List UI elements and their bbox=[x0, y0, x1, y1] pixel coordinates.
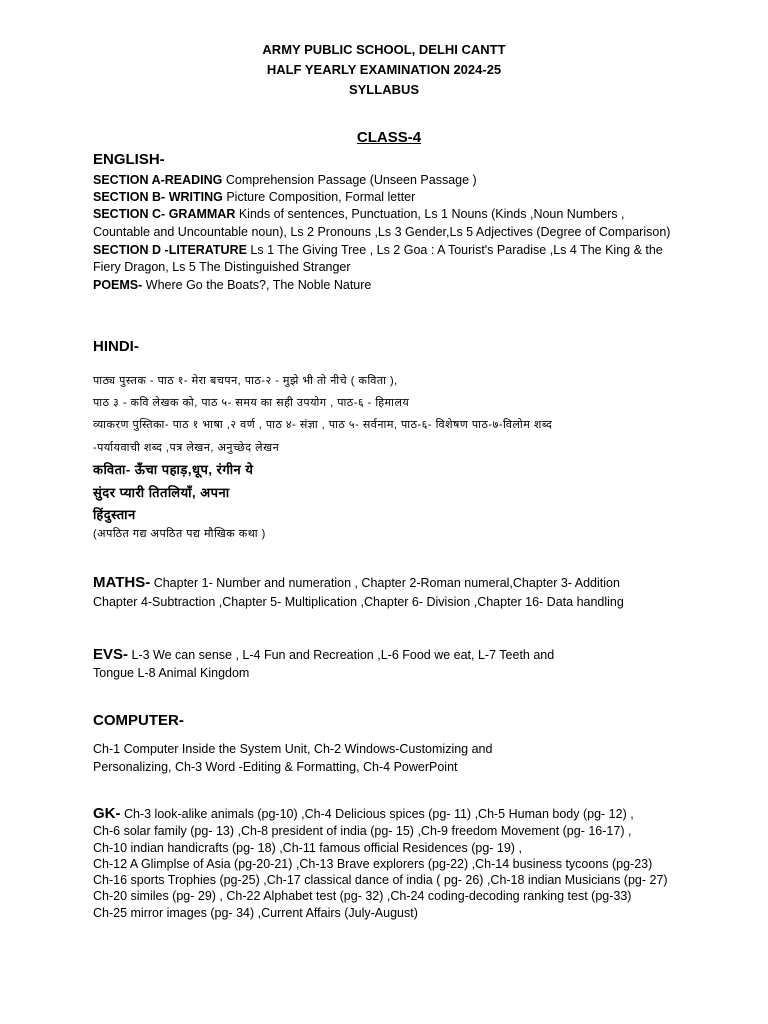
gk-line-1 bbox=[93, 805, 634, 822]
english-poems-label: POEMS- bbox=[93, 278, 143, 292]
computer-line-2: Personalizing, Ch-3 Word -Editing & Formatting, Ch-4 PowerPoint bbox=[93, 760, 458, 774]
maths-heading: MATHS- bbox=[93, 574, 151, 591]
exam-title: HALF YEARLY EXAMINATION 2024-25 bbox=[266, 62, 502, 77]
english-section-b-text: Picture Composition, Formal letter bbox=[222, 190, 416, 204]
english-section-c-label: SECTION C- GRAMMAR bbox=[93, 207, 236, 221]
english-section-c bbox=[93, 207, 624, 221]
gk-line-4: Ch-12 A Glimplse of Asia (pg-20-21) ,Ch-13 Brave explorers (pg-22) ,Ch-14 business tycoons (pg-23) bbox=[93, 857, 653, 871]
english-section-d-cont: Fiery Dragon, Ls 5 The Distinguished Stranger bbox=[93, 260, 351, 274]
hindi-line-8: (अपठित गद्य अपठित पद्य मौखिक कथा ) bbox=[93, 528, 266, 540]
hindi-line-3: व्याकरण पुस्तिका- पाठ १ भाषा ,२ वर्ण , पाठ ४- संज्ञा , पाठ ५- सर्वनाम, पाठ-६- विशेषण पाठ-७-विलोम शब्द bbox=[93, 419, 553, 431]
gk-line-5: Ch-16 sports Trophies (pg-25) ,Ch-17 classical dance of india ( pg- 26) ,Ch-18 indian Musicians (pg- 27) bbox=[93, 873, 668, 887]
english-section-b-label: SECTION B- WRITING bbox=[93, 190, 223, 204]
hindi-line-1: पाठ्य पुस्तक - पाठ १- मेरा बचपन, पाठ-२ - मुझे भी तो नीचे ( कविता ), bbox=[93, 375, 398, 387]
english-section-a-text: Comprehension Passage (Unseen Passage ) bbox=[222, 173, 477, 187]
hindi-poems-line-2: सुंदर प्यारी तितलियाँ, अपना bbox=[93, 485, 230, 500]
maths-line-1 bbox=[93, 574, 620, 591]
english-section-a-label: SECTION A-READING bbox=[93, 173, 223, 187]
maths-text-1: Chapter 1- Number and numeration , Chapter 2-Roman numeral,Chapter 3- Addition bbox=[150, 576, 620, 590]
gk-line-3: Ch-10 indian handicrafts (pg- 18) ,Ch-11 famous official Residences (pg- 19) , bbox=[93, 841, 522, 855]
computer-line-1: Ch-1 Computer Inside the System Unit, Ch-2 Windows-Customizing and bbox=[93, 742, 493, 756]
english-section-a bbox=[93, 173, 477, 187]
english-poems bbox=[93, 278, 371, 292]
english-poems-text: Where Go the Boats?, The Noble Nature bbox=[142, 278, 372, 292]
hindi-line-4: -पर्यायवाची शब्द ,पत्र लेखन, अनुच्छेद लेखन bbox=[93, 442, 280, 454]
hindi-line-2: पाठ ३ - कवि लेखक को, पाठ ५- समय का सही उपयोग , पाठ-६ - हिमालय bbox=[93, 397, 410, 409]
school-name: ARMY PUBLIC SCHOOL, DELHI CANTT bbox=[262, 42, 506, 57]
english-section-d-text: Ls 1 The Giving Tree , Ls 2 Goa : A Tourist's Paradise ,Ls 4 The King & the bbox=[246, 243, 663, 257]
english-section-c-text: Kinds of sentences, Punctuation, Ls 1 Nouns (Kinds ,Noun Numbers , bbox=[235, 207, 625, 221]
hindi-heading: HINDI- bbox=[93, 338, 139, 355]
evs-text-1: L-3 We can sense , L-4 Fun and Recreation ,L-6 Food we eat, L-7 Teeth and bbox=[128, 648, 555, 662]
syllabus-title: SYLLABUS bbox=[348, 82, 420, 97]
class-title: CLASS-4 bbox=[356, 129, 422, 146]
hindi-poems-line-1: कविता- ऊँचा पहाड़,धूप, रंगीन ये bbox=[93, 462, 254, 477]
gk-text-1: Ch-3 look-alike animals (pg-10) ,Ch-4 Delicious spices (pg- 11) ,Ch-5 Human body (pg- 12) , bbox=[120, 807, 634, 821]
computer-heading: COMPUTER- bbox=[93, 712, 184, 729]
gk-line-2: Ch-6 solar family (pg- 13) ,Ch-8 president of india (pg- 15) ,Ch-9 freedom Movement (pg- 16-17) , bbox=[93, 824, 632, 838]
english-heading: ENGLISH- bbox=[93, 151, 165, 168]
english-section-b bbox=[93, 190, 415, 204]
evs-line-2: Tongue L-8 Animal Kingdom bbox=[93, 666, 250, 680]
gk-heading: GK- bbox=[93, 805, 121, 822]
hindi-poems-line-3: हिंदुस्तान bbox=[93, 507, 136, 522]
english-section-d-label: SECTION D -LITERATURE bbox=[93, 243, 247, 257]
gk-line-7: Ch-25 mirror images (pg- 34) ,Current Affairs (July-August) bbox=[93, 906, 418, 920]
evs-heading: EVS- bbox=[93, 646, 129, 663]
english-section-d bbox=[93, 243, 663, 257]
maths-line-2: Chapter 4-Subtraction ,Chapter 5- Multiplication ,Chapter 6- Division ,Chapter 16- Data handling bbox=[93, 595, 624, 609]
evs-line-1 bbox=[93, 646, 554, 663]
gk-line-6: Ch-20 similes (pg- 29) , Ch-22 Alphabet test (pg- 32) ,Ch-24 coding-decoding ranking test (pg-33) bbox=[93, 889, 632, 903]
english-section-c-cont: Countable and Uncountable noun), Ls 2 Pronouns ,Ls 3 Gender,Ls 5 Adjectives (Degree of Comparison) bbox=[93, 225, 671, 239]
